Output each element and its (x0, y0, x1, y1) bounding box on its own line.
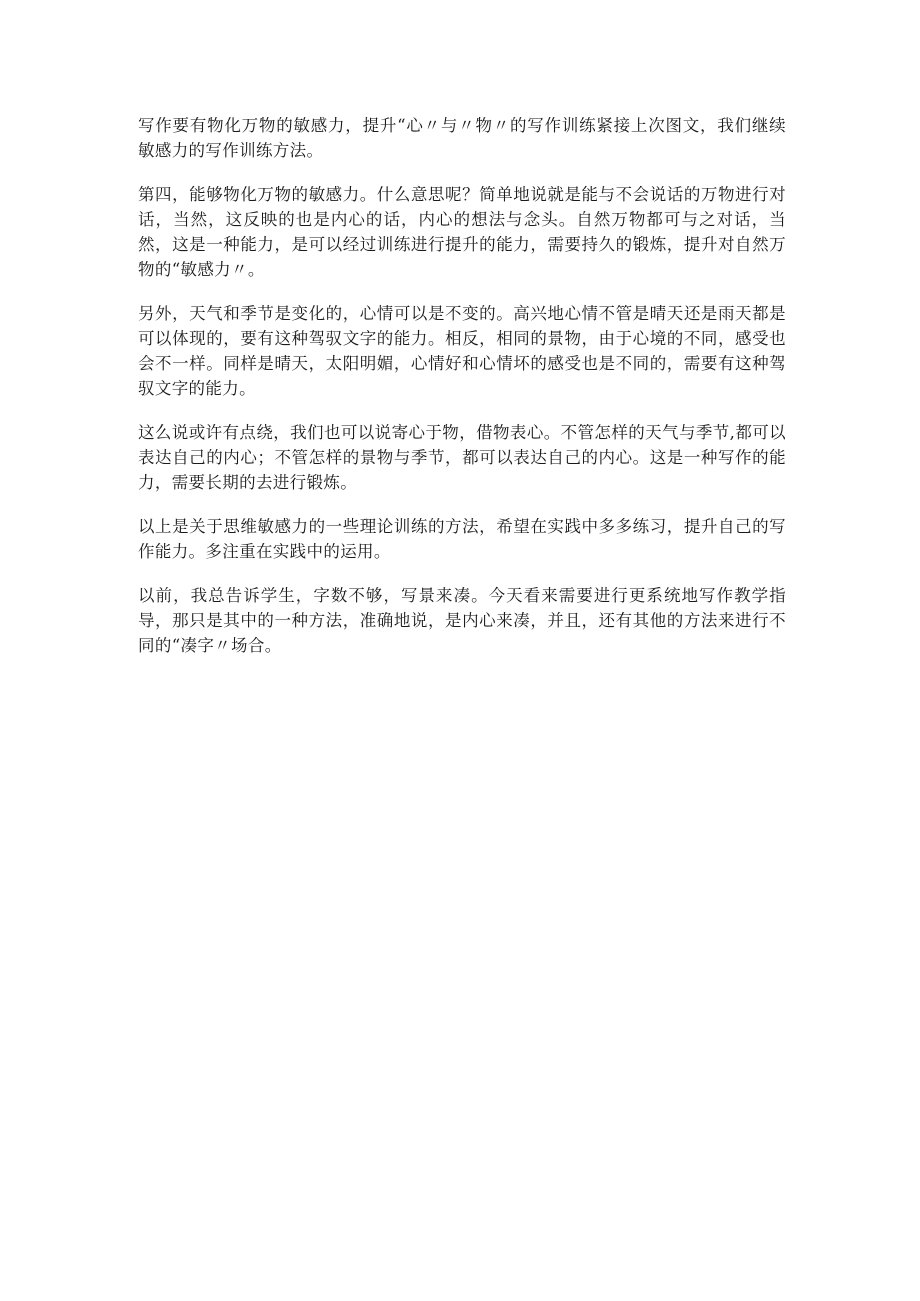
document-body (138, 113, 786, 677)
paragraph-intro: 写作要有物化万物的敏感力，提升“心〃与〃物〃的写作训练紧接上次图文，我们继续敏感力的写作训练方法。 (138, 116, 786, 160)
paragraph-weather-season: 另外，天气和季节是变化的，心情可以是不变的。高兴地心情不管是晴天还是雨天都是可以体现的，要有这种驾驭文字的能力。相反，相同的景物，由于心境的不同，感受也会不一样。同样是晴天，太阳明媚，心情好和心情坏的感受也是不同的，需要有这种驾驭文字的能力。 (138, 304, 786, 398)
paragraph-fourth-point: 第四，能够物化万物的敏感力。什么意思呢？简单地说就是能与不会说话的万物进行对话，当然，这反映的也是内心的话，内心的想法与念头。自然万物都可与之对话，当然，这是一种能力，是可以经过训练进行提升的能力，需要持久的锻炼，提升对自然万物的“敏感力〃。 (138, 185, 786, 279)
paragraph-summary: 以上是关于思维敏感力的一些理论训练的方法，希望在实践中多多练习，提升自己的写作能力。多注重在实践中的运用。 (138, 517, 786, 561)
paragraph-conclusion: 以前，我总告诉学生，字数不够，写景来凑。今天看来需要进行更系统地写作教学指导，那只是其中的一种方法，准确地说，是内心来凑，并且，还有其他的方法来进行不同的“凑字〃场合。 (138, 586, 786, 655)
paragraph-heart-object: 这么说或许有点绕，我们也可以说寄心于物，借物表心。不管怎样的天气与季节,都可以表达自己的内心；不管怎样的景物与季节，都可以表达自己的内心。这是一种写作的能力，需要长期的去进行锻炼。 (138, 423, 786, 492)
